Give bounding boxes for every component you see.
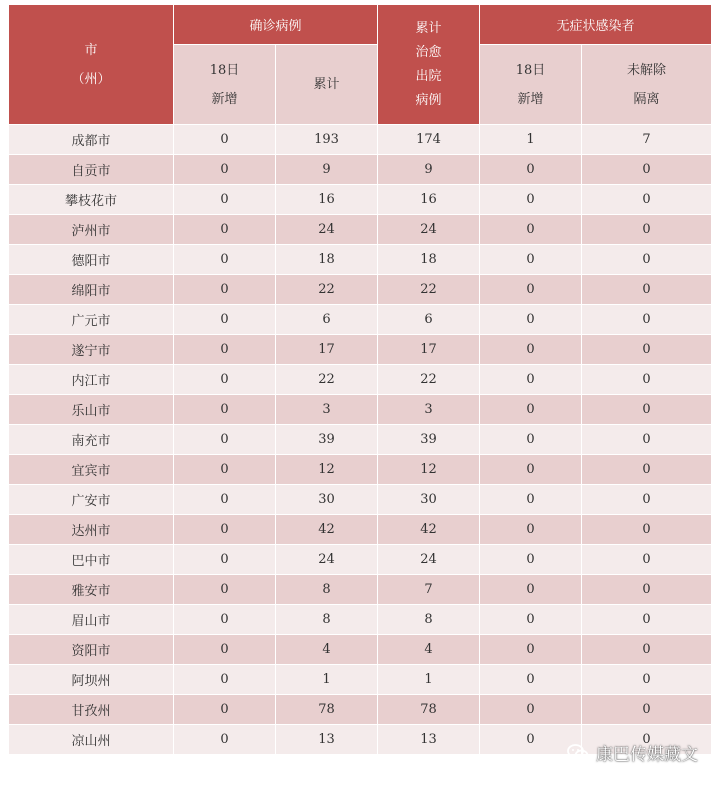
table-row bbox=[9, 455, 712, 485]
header-asym-new18-line1: 18日 bbox=[515, 62, 546, 78]
header-new18-line1: 18日 bbox=[209, 62, 240, 78]
cell-new: 0 bbox=[174, 245, 276, 275]
header-cured-line4: 病例 bbox=[415, 92, 442, 108]
cell-asym-isolated: 0 bbox=[582, 155, 712, 185]
cell-asym-new: 0 bbox=[480, 185, 582, 215]
cell-new: 0 bbox=[174, 695, 276, 725]
cell-new: 0 bbox=[174, 515, 276, 545]
cell-asym-new: 0 bbox=[480, 335, 582, 365]
cell-total: 18 bbox=[276, 245, 378, 275]
cell-cured: 17 bbox=[378, 335, 480, 365]
cell-city: 南充市 bbox=[9, 425, 174, 455]
cell-total: 6 bbox=[276, 305, 378, 335]
cell-asym-isolated: 0 bbox=[582, 635, 712, 665]
cell-new: 0 bbox=[174, 425, 276, 455]
cell-asym-new: 0 bbox=[480, 425, 582, 455]
header-city-line1: 市 bbox=[84, 42, 98, 58]
cell-cured: 22 bbox=[378, 275, 480, 305]
cell-city: 遂宁市 bbox=[9, 335, 174, 365]
cell-cured: 174 bbox=[378, 125, 480, 155]
cell-cured: 13 bbox=[378, 725, 480, 755]
table-row bbox=[9, 215, 712, 245]
cell-cured: 18 bbox=[378, 245, 480, 275]
table-body bbox=[9, 125, 712, 755]
cell-total: 12 bbox=[276, 455, 378, 485]
table-row bbox=[9, 425, 712, 455]
cell-asym-isolated: 0 bbox=[582, 605, 712, 635]
cell-city: 甘孜州 bbox=[9, 695, 174, 725]
table-row bbox=[9, 635, 712, 665]
table-row bbox=[9, 155, 712, 185]
cell-total: 3 bbox=[276, 395, 378, 425]
cell-asym-new: 0 bbox=[480, 215, 582, 245]
table-row bbox=[9, 125, 712, 155]
cell-city: 绵阳市 bbox=[9, 275, 174, 305]
cell-new: 0 bbox=[174, 635, 276, 665]
cell-total: 22 bbox=[276, 365, 378, 395]
cell-total: 42 bbox=[276, 515, 378, 545]
cell-asym-new: 0 bbox=[480, 635, 582, 665]
cell-total: 39 bbox=[276, 425, 378, 455]
cell-asym-new: 0 bbox=[480, 455, 582, 485]
cell-city: 德阳市 bbox=[9, 245, 174, 275]
header-cured-line1: 累计 bbox=[415, 20, 442, 36]
header-city-line2: （州） bbox=[71, 71, 111, 87]
table-row bbox=[9, 665, 712, 695]
cell-asym-isolated: 0 bbox=[582, 185, 712, 215]
cell-new: 0 bbox=[174, 125, 276, 155]
header-cured-line3: 出院 bbox=[415, 68, 442, 84]
cell-asym-new: 0 bbox=[480, 605, 582, 635]
cell-city: 雅安市 bbox=[9, 575, 174, 605]
cell-new: 0 bbox=[174, 725, 276, 755]
cell-city: 眉山市 bbox=[9, 605, 174, 635]
cell-asym-isolated: 0 bbox=[582, 305, 712, 335]
table-row bbox=[9, 245, 712, 275]
cell-total: 78 bbox=[276, 695, 378, 725]
table-row bbox=[9, 695, 712, 725]
cell-cured: 78 bbox=[378, 695, 480, 725]
header-confirmed: 确诊病例 bbox=[174, 5, 378, 45]
table-row bbox=[9, 365, 712, 395]
cell-asym-new: 0 bbox=[480, 395, 582, 425]
cell-asym-new: 0 bbox=[480, 365, 582, 395]
cell-total: 8 bbox=[276, 605, 378, 635]
cell-total: 13 bbox=[276, 725, 378, 755]
cell-asym-new: 1 bbox=[480, 125, 582, 155]
cell-asym-new: 0 bbox=[480, 665, 582, 695]
table-row bbox=[9, 335, 712, 365]
cell-asym-new: 0 bbox=[480, 245, 582, 275]
header-asym-isolated-line2: 隔离 bbox=[633, 91, 660, 107]
cell-total: 22 bbox=[276, 275, 378, 305]
cell-cured: 24 bbox=[378, 215, 480, 245]
cell-total: 8 bbox=[276, 575, 378, 605]
cell-city: 广元市 bbox=[9, 305, 174, 335]
header-cumulative: 累计 bbox=[276, 45, 378, 125]
cell-cured: 9 bbox=[378, 155, 480, 185]
cell-city: 自贡市 bbox=[9, 155, 174, 185]
cell-total: 17 bbox=[276, 335, 378, 365]
cell-cured: 4 bbox=[378, 635, 480, 665]
table-row bbox=[9, 575, 712, 605]
cell-city: 成都市 bbox=[9, 125, 174, 155]
cell-asym-isolated: 0 bbox=[582, 695, 712, 725]
cell-asym-isolated: 0 bbox=[582, 275, 712, 305]
cell-cured: 42 bbox=[378, 515, 480, 545]
cell-cured: 3 bbox=[378, 395, 480, 425]
cell-cured: 12 bbox=[378, 455, 480, 485]
cell-asym-isolated: 0 bbox=[582, 365, 712, 395]
cell-new: 0 bbox=[174, 605, 276, 635]
table-row bbox=[9, 485, 712, 515]
cell-new: 0 bbox=[174, 155, 276, 185]
cell-asym-new: 0 bbox=[480, 575, 582, 605]
table-row bbox=[9, 545, 712, 575]
cell-city: 凉山州 bbox=[9, 725, 174, 755]
header-cured-line2: 治愈 bbox=[415, 44, 442, 60]
table-row bbox=[9, 395, 712, 425]
cell-cured: 30 bbox=[378, 485, 480, 515]
header-asym-new18-line2: 新增 bbox=[517, 91, 544, 107]
cell-cured: 22 bbox=[378, 365, 480, 395]
cell-city: 内江市 bbox=[9, 365, 174, 395]
cell-asym-isolated: 0 bbox=[582, 245, 712, 275]
cell-new: 0 bbox=[174, 665, 276, 695]
cell-cured: 8 bbox=[378, 605, 480, 635]
cell-cured: 1 bbox=[378, 665, 480, 695]
cell-asym-new: 0 bbox=[480, 545, 582, 575]
cell-new: 0 bbox=[174, 335, 276, 365]
cell-asym-isolated: 0 bbox=[582, 665, 712, 695]
cell-asym-isolated: 0 bbox=[582, 485, 712, 515]
table-row bbox=[9, 275, 712, 305]
cell-total: 4 bbox=[276, 635, 378, 665]
cell-city: 泸州市 bbox=[9, 215, 174, 245]
header-city bbox=[9, 5, 174, 125]
cell-city: 资阳市 bbox=[9, 635, 174, 665]
table-row bbox=[9, 305, 712, 335]
cell-asym-new: 0 bbox=[480, 515, 582, 545]
cell-asym-isolated: 0 bbox=[582, 395, 712, 425]
cell-cured: 7 bbox=[378, 575, 480, 605]
cell-cured: 24 bbox=[378, 545, 480, 575]
cell-new: 0 bbox=[174, 545, 276, 575]
cell-asym-isolated: 7 bbox=[582, 125, 712, 155]
cell-asym-isolated: 0 bbox=[582, 515, 712, 545]
cell-city: 巴中市 bbox=[9, 545, 174, 575]
cell-asym-new: 0 bbox=[480, 305, 582, 335]
cell-asym-new: 0 bbox=[480, 695, 582, 725]
cell-asym-new: 0 bbox=[480, 725, 582, 755]
cell-asym-new: 0 bbox=[480, 155, 582, 185]
cell-total: 30 bbox=[276, 485, 378, 515]
cell-total: 16 bbox=[276, 185, 378, 215]
cell-asym-isolated: 0 bbox=[582, 455, 712, 485]
cell-city: 攀枝花市 bbox=[9, 185, 174, 215]
cell-new: 0 bbox=[174, 395, 276, 425]
cell-city: 阿坝州 bbox=[9, 665, 174, 695]
watermark-text: 康巴传媒藏文 bbox=[596, 745, 698, 765]
cell-cured: 39 bbox=[378, 425, 480, 455]
header-cured bbox=[378, 5, 480, 125]
cell-new: 0 bbox=[174, 485, 276, 515]
cell-total: 9 bbox=[276, 155, 378, 185]
cell-new: 0 bbox=[174, 215, 276, 245]
cell-total: 24 bbox=[276, 545, 378, 575]
cell-new: 0 bbox=[174, 305, 276, 335]
cell-asym-isolated: 0 bbox=[582, 545, 712, 575]
table-row bbox=[9, 185, 712, 215]
cell-asym-isolated: 0 bbox=[582, 215, 712, 245]
cell-total: 24 bbox=[276, 215, 378, 245]
cell-new: 0 bbox=[174, 365, 276, 395]
cell-cured: 6 bbox=[378, 305, 480, 335]
cell-asym-isolated: 0 bbox=[582, 425, 712, 455]
table-row bbox=[9, 605, 712, 635]
covid-stats-table bbox=[8, 4, 712, 755]
cell-asym-isolated: 0 bbox=[582, 575, 712, 605]
header-asymptomatic: 无症状感染者 bbox=[480, 5, 712, 45]
header-asym-isolated-line1: 未解除 bbox=[627, 62, 667, 78]
cell-asym-isolated: 0 bbox=[582, 725, 712, 755]
watermark bbox=[566, 740, 698, 765]
table-row bbox=[9, 515, 712, 545]
cell-asym-new: 0 bbox=[480, 275, 582, 305]
cell-city: 广安市 bbox=[9, 485, 174, 515]
header-new18-line2: 新增 bbox=[211, 91, 238, 107]
cell-city: 宜宾市 bbox=[9, 455, 174, 485]
header-asym-isolated bbox=[582, 45, 712, 125]
cell-cured: 16 bbox=[378, 185, 480, 215]
cell-asym-new: 0 bbox=[480, 485, 582, 515]
cell-new: 0 bbox=[174, 575, 276, 605]
cell-city: 达州市 bbox=[9, 515, 174, 545]
cell-total: 1 bbox=[276, 665, 378, 695]
header-asym-new18 bbox=[480, 45, 582, 125]
cell-new: 0 bbox=[174, 455, 276, 485]
header-new18 bbox=[174, 45, 276, 125]
wechat-icon bbox=[566, 741, 590, 765]
cell-new: 0 bbox=[174, 185, 276, 215]
cell-city: 乐山市 bbox=[9, 395, 174, 425]
cell-asym-isolated: 0 bbox=[582, 335, 712, 365]
cell-total: 193 bbox=[276, 125, 378, 155]
cell-new: 0 bbox=[174, 275, 276, 305]
